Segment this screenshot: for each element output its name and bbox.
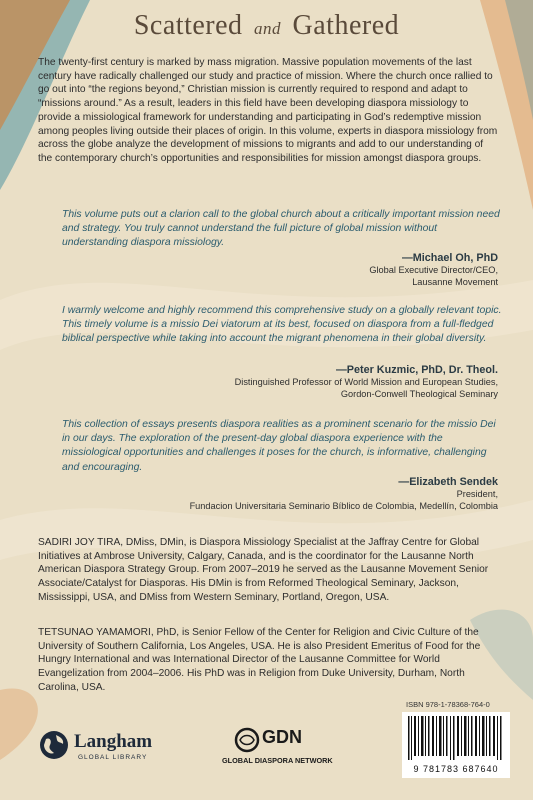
endorser-name: —Peter Kuzmic, PhD, Dr. Theol.: [336, 364, 498, 376]
endorser-organization: Gordon-Conwell Theological Seminary: [340, 388, 498, 399]
langham-wordmark: Langham: [74, 731, 153, 752]
book-title: [0, 10, 533, 42]
endorsement-attribution-3: [190, 476, 498, 512]
endorser-role: President,: [456, 489, 498, 499]
gdn-globe-icon: [234, 727, 260, 753]
barcode-number: 9 781783 687640: [413, 764, 499, 774]
endorser-organization: Fundacion Universitaria Seminario Bíblico de Colombia, Medellín, Colombia: [189, 500, 498, 511]
endorsement-quote-1: This volume puts out a clarion call to the global church about a critically important mission need and strategy. You truly cannot understand the full picture of global mission without understanding diaspora missiology.: [62, 209, 500, 249]
gdn-tagline: GLOBAL DIASPORA NETWORK: [222, 756, 333, 765]
title-scattered: Scattered: [133, 10, 243, 41]
endorser-role: Global Executive Director/CEO,: [369, 265, 498, 275]
langham-logo: [38, 727, 168, 767]
isbn-label: ISBN 978-1-78368-764-0: [406, 700, 490, 709]
barcode-bars: [402, 712, 510, 764]
title-and: and: [254, 19, 282, 38]
endorser-name: —Michael Oh, PhD: [402, 252, 498, 264]
endorser-name: —Elizabeth Sendek: [398, 476, 498, 488]
title-gathered: Gathered: [292, 10, 400, 41]
book-description: The twenty-first century is marked by mass migration. Massive population movements of the last century have radically challenged our study and practice of mission. Where the church once rallied to go out into “the regions beyond,” Christian mission is currently required to respond and adapt to “missions around.” As a result, leaders in this field have been developing diaspora missiology to provide a missiological framework for understanding and participating in God’s redemptive mission among peoples living outside their places of origin. In this volume, experts in diaspora missiology from across the globe analyze the development of missions to migrants and add to our understanding of the contemporary church’s opportunities and responsibilities for mission amongst diaspora groups.: [38, 57, 498, 164]
editor-bio-tira: SADIRI JOY TIRA, DMiss, DMin, is Diaspora Missiology Specialist at the Jaffray Centre for Global Initiatives at Ambrose University, Calgary, Canada, and is the coordinator for the Lausanne North American Diaspora Strategy Group. From 2007–2019 he served as the Lausanne Movement Senior Associate/Catalyst for Diasporas. His DMin is from Reformed Theological Seminary, Jackson, Mississippi, USA, and DMiss from Western Seminary, Portland, Oregon, USA.: [38, 537, 489, 603]
globe-icon: [38, 729, 70, 761]
endorsement-attribution-1: [369, 252, 498, 288]
editor-bio-yamamori: TETSUNAO YAMAMORI, PhD, is Senior Fellow of the Center for Religion and Civic Culture of the University of Southern California, Los Angeles, USA. He is also President Emeritus of Food for the Hungry International and was International Director of the Lausanne Committee for World Evangelization from 2004–2006. His PhD was in Religion from Duke University, Durham, North Carolina, USA.: [38, 627, 481, 693]
endorser-organization: Lausanne Movement: [412, 276, 498, 287]
endorsement-attribution-2: [235, 364, 498, 400]
gdn-wordmark: GDN: [262, 727, 302, 747]
gdn-logo: [222, 727, 342, 771]
endorsement-quote-2: I warmly welcome and highly recommend this comprehensive study on a globally relevant topic. This timely volume is a missio Dei viatorum at its best, focused on diaspora from a full-fledged biblical perspective while taking into account the migrant phenomena in their global diversity.: [62, 305, 502, 345]
langham-tagline: GLOBAL LIBRARY: [78, 754, 148, 761]
endorser-role: Distinguished Professor of World Mission and European Studies,: [234, 377, 498, 387]
endorsement-quote-3: This collection of essays presents diaspora realities as a prominent scenario for the missio Dei in our days. The exploration of the present-day global diaspora experience with the missiological opportunities and challenges it poses for the church, is informative, challenging and encouraging.: [62, 419, 496, 473]
